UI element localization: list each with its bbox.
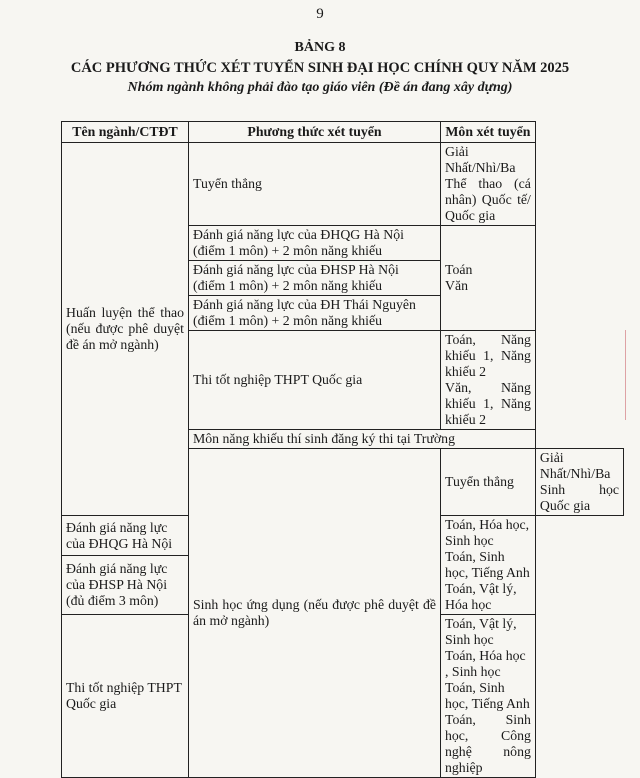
method-cell: Môn năng khiếu thí sinh đăng ký thi tại Trường bbox=[189, 430, 536, 449]
method-cell bbox=[189, 296, 441, 331]
method-line: Đánh giá năng lực của ĐHSP Hà Nội bbox=[66, 561, 168, 593]
subjects-cell bbox=[441, 615, 536, 778]
subjects-cell bbox=[441, 331, 536, 430]
subject-line: Toán, Sinh học, Tiếng Anh bbox=[445, 549, 530, 580]
admission-methods-table bbox=[61, 121, 624, 778]
subject-line: Toán, Năng khiếu 1, Năng khiếu 2 bbox=[445, 332, 531, 379]
table-number: BẢNG 8 bbox=[294, 40, 346, 55]
subject-line: Toán bbox=[445, 262, 473, 277]
stamp-edge bbox=[625, 330, 640, 420]
subject-line: Toán, Vật lý, Hóa học bbox=[445, 581, 517, 612]
method-cell: Tuyển thẳng bbox=[441, 449, 536, 516]
method-cell bbox=[189, 226, 441, 261]
subject-line: Toán, Vật lý, Sinh học bbox=[445, 616, 517, 647]
subject-line: Toán, Sinh học, Công nghệ nông nghiệp bbox=[445, 712, 531, 775]
method-line: (điểm 1 môn) + 2 môn năng khiếu bbox=[193, 278, 383, 293]
subject-line: Toán, Hóa học , Sinh học bbox=[445, 648, 526, 679]
method-cell: Thi tốt nghiệp THPT Quốc gia bbox=[62, 615, 189, 778]
header-program: Tên ngành/CTĐT bbox=[62, 122, 189, 143]
method-line: (đủ điểm 3 môn) bbox=[66, 593, 159, 609]
program-name: Huấn luyện thể thao (nếu được phê duyệt đề án mở ngành) bbox=[62, 143, 189, 516]
table-header-row bbox=[62, 122, 624, 143]
table-title: CÁC PHƯƠNG THỨC XÉT TUYỂN SINH ĐẠI HỌC CHÍNH QUY NĂM 2025 bbox=[70, 60, 570, 76]
page-number: 9 bbox=[316, 6, 324, 22]
subjects-cell bbox=[441, 516, 536, 615]
header-subjects: Môn xét tuyển bbox=[441, 122, 536, 143]
subjects-cell: Giải Nhất/Nhì/Ba Sinh học Quốc gia bbox=[535, 449, 623, 516]
header-method: Phương thức xét tuyển bbox=[189, 122, 441, 143]
method-cell: Đánh giá năng lực của ĐHQG Hà Nội bbox=[62, 516, 189, 556]
subject-line: Văn, Năng khiếu 1, Năng khiếu 2 bbox=[445, 380, 531, 427]
method-cell: Thi tốt nghiệp THPT Quốc gia bbox=[189, 331, 441, 430]
method-line: Đánh giá năng lực của ĐHQG Hà Nội bbox=[193, 227, 404, 242]
method-cell bbox=[62, 556, 189, 615]
method-line: Đánh giá năng lực của ĐHSP Hà Nội bbox=[193, 262, 399, 277]
program-name: Sinh học ứng dụng (nếu được phê duyệt đề án mở ngành) bbox=[189, 449, 441, 778]
table-row bbox=[62, 143, 624, 226]
method-line: (điểm 1 môn) + 2 môn năng khiếu bbox=[193, 243, 383, 258]
subjects-cell bbox=[441, 226, 536, 331]
method-line: (điểm 1 môn) + 2 môn năng khiếu bbox=[193, 313, 383, 328]
method-line: Đánh giá năng lực của ĐH Thái Nguyên bbox=[193, 297, 416, 312]
subject-line: Toán, Sinh học, Tiếng Anh bbox=[445, 680, 530, 711]
subject-line: Văn bbox=[445, 278, 468, 293]
subject-line: Toán, Hóa học, Sinh học bbox=[445, 517, 530, 548]
method-cell bbox=[189, 261, 441, 296]
method-cell: Tuyển thẳng bbox=[189, 143, 441, 226]
subjects-cell: Giải Nhất/Nhì/Ba Thể thao (cá nhân) Quốc tế/ Quốc gia bbox=[441, 143, 536, 226]
table-subtitle: Nhóm ngành không phải đào tạo giáo viên (Đề án đang xây dựng) bbox=[127, 80, 513, 95]
